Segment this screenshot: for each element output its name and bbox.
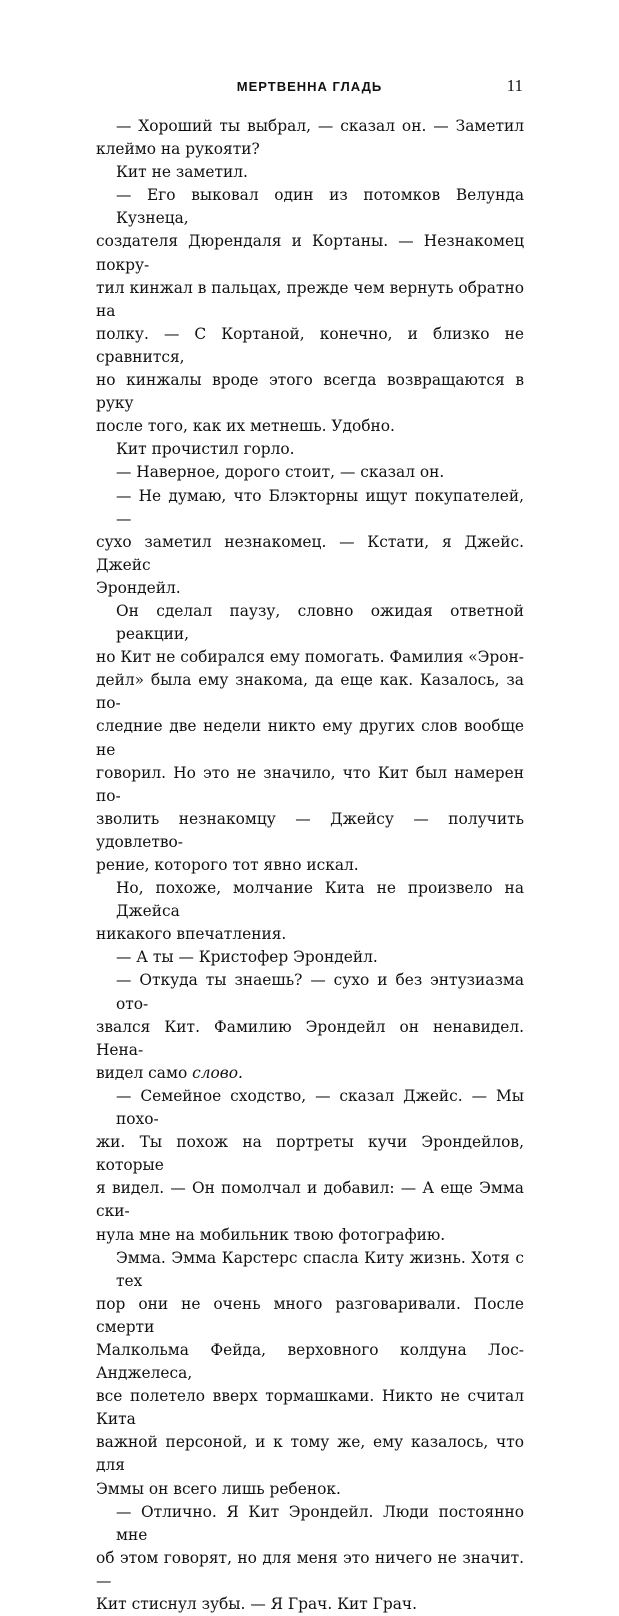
text-line-content: следние две недели никто ему других слов вообще не bbox=[96, 717, 524, 759]
text-line-content: тил кинжал в пальцах, прежде чем вернуть обратно на bbox=[96, 278, 524, 320]
text-line bbox=[96, 277, 524, 323]
text-line bbox=[96, 1501, 524, 1547]
text-line bbox=[96, 323, 524, 369]
text-line-content: Но, похоже, молчание Кита не произвело на Джейса bbox=[116, 879, 524, 921]
text-line-content: сухо заметил незнакомец. — Кстати, я Джейс. Джейс bbox=[96, 532, 524, 574]
text-line bbox=[96, 1224, 524, 1247]
text-line bbox=[96, 1016, 524, 1062]
text-line-content: дейл» была ему знакома, да еще как. Казалось, за по- bbox=[96, 671, 524, 713]
text-line bbox=[96, 1131, 524, 1177]
text-line bbox=[96, 184, 524, 230]
text-line bbox=[96, 461, 524, 484]
text-line bbox=[96, 1593, 524, 1616]
running-header bbox=[96, 76, 523, 99]
text-line bbox=[96, 1547, 524, 1593]
text-line-content: — Не думаю, что Блэкторны ищут покупателей, — bbox=[116, 486, 524, 528]
text-line bbox=[96, 923, 524, 946]
emphasis-text: слово. bbox=[192, 1063, 243, 1082]
text-line bbox=[96, 1177, 524, 1223]
text-line bbox=[96, 1431, 524, 1477]
text-line-content: — Откуда ты знаешь? — сухо и без энтузиазма ото- bbox=[116, 971, 524, 1013]
text-line bbox=[96, 1062, 524, 1085]
page-number: 11 bbox=[506, 76, 523, 95]
text-line bbox=[96, 600, 524, 646]
text-line bbox=[96, 946, 524, 969]
running-title: МЕРТВЕННА ГЛАДЬ bbox=[236, 79, 383, 94]
text-line-content: я видел. — Он помолчал и добавил: — А еще Эмма ски- bbox=[96, 1179, 524, 1221]
text-line-content: — Наверное, дорого стоит, — сказал он. bbox=[116, 463, 445, 482]
text-line-content: Кит стиснул зубы. — Я Грач. Кит Грач. bbox=[96, 1595, 417, 1613]
text-line-content: об этом говорят, но для меня это ничего не значит. — bbox=[96, 1548, 524, 1590]
text-line bbox=[96, 646, 524, 669]
text-line-content: Эммы он всего лишь ребенок. bbox=[96, 1479, 341, 1498]
text-line bbox=[96, 877, 524, 923]
text-line bbox=[96, 969, 524, 1015]
text-line-content: полку. — С Кортаной, конечно, и близко не сравнится, bbox=[96, 324, 524, 366]
text-line bbox=[96, 1085, 524, 1131]
text-line bbox=[96, 1247, 524, 1293]
text-line-content: жи. Ты похож на портреты кучи Эрондейлов, которые bbox=[96, 1133, 524, 1175]
text-line-content: пор они не очень много разговаривали. После смерти bbox=[96, 1294, 524, 1336]
text-line-content: Он сделал паузу, словно ожидая ответной реакции, bbox=[116, 601, 524, 644]
text-line bbox=[96, 1385, 524, 1431]
text-line bbox=[96, 669, 524, 715]
text-line-content: но Кит не собирался ему помогать. Фамилия «Эрон- bbox=[96, 648, 524, 667]
text-line bbox=[96, 415, 524, 438]
text-line bbox=[96, 531, 524, 577]
text-line bbox=[96, 715, 524, 761]
text-line bbox=[96, 485, 524, 531]
text-line-content: важной персоной, и к тому же, ему казалось, что для bbox=[96, 1433, 524, 1475]
text-line-content: — Семейное сходство, — сказал Джейс. — Мы похо- bbox=[116, 1086, 524, 1129]
text-line bbox=[96, 762, 524, 808]
text-line bbox=[96, 138, 524, 161]
text-line bbox=[96, 115, 524, 138]
text-line-content: видел само bbox=[96, 1063, 193, 1082]
text-line-content: Малкольма Фейда, верховного колдуна Лос-Анджелеса, bbox=[96, 1340, 524, 1383]
text-line-content: после того, как их метнешь. Удобно. bbox=[96, 417, 395, 436]
text-line-content: — Отлично. Я Кит Эрондейл. Люди постоянно мне bbox=[116, 1502, 524, 1544]
text-line-content: рение, которого тот явно искал. bbox=[96, 856, 359, 874]
text-line-content: Кит не заметил. bbox=[116, 163, 248, 182]
text-line-content: — Его выковал один из потомков Велунда Кузнеца, bbox=[116, 186, 524, 228]
text-line-content: нула мне на мобильник твою фотографию. bbox=[96, 1225, 446, 1244]
text-line-content: зволить незнакомцу — Джейсу — получить удовлетво- bbox=[96, 809, 524, 851]
text-line bbox=[96, 438, 524, 461]
text-line bbox=[96, 1293, 524, 1339]
text-line-content: звался Кит. Фамилию Эрондейл он ненавидел. Нена- bbox=[96, 1017, 524, 1059]
text-line-content: никакого впечатления. bbox=[96, 925, 287, 944]
text-line-content: Эмма. Эмма Карстерс спасла Киту жизнь. Хотя с тех bbox=[116, 1248, 524, 1290]
text-line-content: создателя Дюрендаля и Кортаны. — Незнакомец покру- bbox=[96, 232, 524, 274]
text-line-content: Эрондейл. bbox=[96, 578, 181, 597]
text-line bbox=[96, 369, 524, 415]
text-line bbox=[96, 577, 524, 600]
text-line-content: клеймо на рукояти? bbox=[96, 140, 260, 159]
text-line bbox=[96, 1339, 524, 1385]
text-line-content: Кит прочистил горло. bbox=[116, 440, 295, 459]
text-line-content: — А ты — Кристофер Эрондейл. bbox=[116, 948, 378, 967]
text-line bbox=[96, 854, 524, 877]
text-line-content: но кинжалы вроде этого всегда возвращаются в руку bbox=[96, 371, 524, 413]
text-line bbox=[96, 808, 524, 854]
text-line-content: говорил. Но это не значило, что Кит был намерен по- bbox=[96, 763, 524, 805]
body-text bbox=[96, 115, 524, 1616]
text-line bbox=[96, 161, 524, 184]
text-line-content: все полетело вверх тормашками. Никто не считал Кита bbox=[96, 1387, 524, 1429]
text-line bbox=[96, 1478, 524, 1501]
text-line-content: — Хороший ты выбрал, — сказал он. — Заметил bbox=[116, 117, 524, 135]
text-line bbox=[96, 230, 524, 276]
